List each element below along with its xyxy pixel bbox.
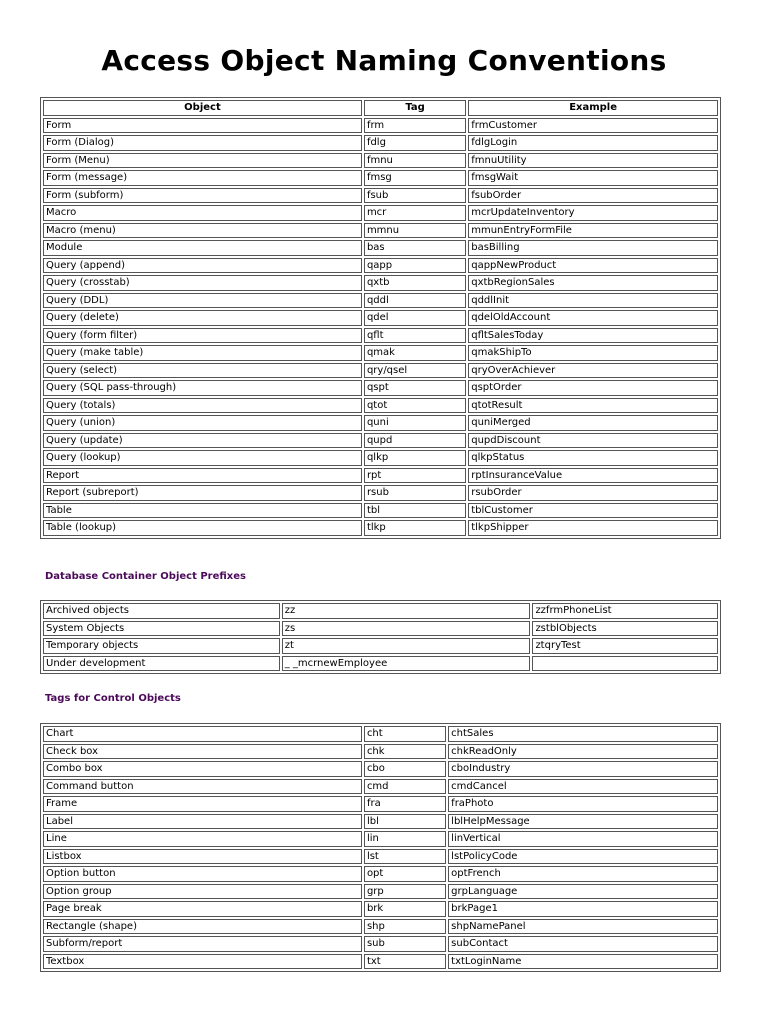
cell-example: shpNamePanel	[448, 919, 718, 935]
cell-example: qupdDiscount	[468, 433, 718, 449]
cell-example: linVertical	[448, 831, 718, 847]
cell-example: qtotResult	[468, 398, 718, 414]
cell-tag: tbl	[364, 503, 466, 519]
cell-example: txtLoginName	[448, 954, 718, 970]
cell-object: Form (subform)	[43, 188, 362, 204]
table-row	[43, 621, 718, 637]
cell-tag: fsub	[364, 188, 466, 204]
table-row	[43, 205, 718, 221]
cell-object: Macro	[43, 205, 362, 221]
table-row	[43, 936, 718, 952]
table-row	[43, 415, 718, 431]
table-row	[43, 726, 718, 742]
control-tags-table	[40, 723, 721, 972]
cell-tag: mcr	[364, 205, 466, 221]
table-row	[43, 603, 718, 619]
cell-object: Table	[43, 503, 362, 519]
cell-tag: frm	[364, 118, 466, 134]
table-row	[43, 223, 718, 239]
table-row	[43, 258, 718, 274]
cell-object: Check box	[43, 744, 362, 760]
table-row	[43, 656, 718, 672]
cell-tag: chk	[364, 744, 446, 760]
table-row	[43, 866, 718, 882]
table-row	[43, 398, 718, 414]
table-row	[43, 450, 718, 466]
cell-tag: cmd	[364, 779, 446, 795]
cell-object: Form (Dialog)	[43, 135, 362, 151]
cell-object: Rectangle (shape)	[43, 919, 362, 935]
cell-object: Archived objects	[43, 603, 280, 619]
cell-example: mmunEntryFormFile	[468, 223, 718, 239]
cell-object: Report (subreport)	[43, 485, 362, 501]
cell-tag: fmnu	[364, 153, 466, 169]
cell-example: fraPhoto	[448, 796, 718, 812]
cell-tag: zt	[282, 638, 531, 654]
cell-example: subContact	[448, 936, 718, 952]
cell-tag: zs	[282, 621, 531, 637]
cell-tag: quni	[364, 415, 466, 431]
cell-object: Query (select)	[43, 363, 362, 379]
cell-object: Macro (menu)	[43, 223, 362, 239]
cell-example: qryOverAchiever	[468, 363, 718, 379]
cell-tag: lbl	[364, 814, 446, 830]
table-row	[43, 520, 718, 536]
table-header-row	[43, 100, 718, 116]
cell-object: Query (update)	[43, 433, 362, 449]
cell-object: Query (form filter)	[43, 328, 362, 344]
table-row	[43, 503, 718, 519]
cell-example: chkReadOnly	[448, 744, 718, 760]
cell-tag: qflt	[364, 328, 466, 344]
cell-object: System Objects	[43, 621, 280, 637]
cell-tag: txt	[364, 954, 446, 970]
cell-tag: qmak	[364, 345, 466, 361]
cell-object: Query (delete)	[43, 310, 362, 326]
cell-example: qfltSalesToday	[468, 328, 718, 344]
cell-object: Query (lookup)	[43, 450, 362, 466]
column-header-object: Object	[43, 100, 362, 116]
cell-tag: grp	[364, 884, 446, 900]
cell-example: qxtbRegionSales	[468, 275, 718, 291]
cell-tag: qtot	[364, 398, 466, 414]
table-row	[43, 135, 718, 151]
cell-object: Query (make table)	[43, 345, 362, 361]
table-row	[43, 240, 718, 256]
cell-object: Line	[43, 831, 362, 847]
cell-object: Temporary objects	[43, 638, 280, 654]
cell-tag: qlkp	[364, 450, 466, 466]
cell-tag: sub	[364, 936, 446, 952]
cell-tag: _ _mcrnewEmployee	[282, 656, 531, 672]
table-row	[43, 118, 718, 134]
cell-example: qmakShipTo	[468, 345, 718, 361]
cell-example: chtSales	[448, 726, 718, 742]
cell-example: cmdCancel	[448, 779, 718, 795]
cell-example: ztqryTest	[532, 638, 718, 654]
cell-object: Page break	[43, 901, 362, 917]
cell-tag: lin	[364, 831, 446, 847]
table-row	[43, 814, 718, 830]
cell-object: Query (SQL pass-through)	[43, 380, 362, 396]
table-row	[43, 849, 718, 865]
cell-tag: cht	[364, 726, 446, 742]
table-row	[43, 884, 718, 900]
cell-object: Chart	[43, 726, 362, 742]
cell-object: Form (message)	[43, 170, 362, 186]
table-row	[43, 153, 718, 169]
cell-object: Listbox	[43, 849, 362, 865]
cell-example: fsubOrder	[468, 188, 718, 204]
table-row	[43, 638, 718, 654]
cell-example: basBilling	[468, 240, 718, 256]
cell-example: fmsgWait	[468, 170, 718, 186]
cell-object: Label	[43, 814, 362, 830]
cell-tag: qapp	[364, 258, 466, 274]
cell-example: qdelOldAccount	[468, 310, 718, 326]
table-row	[43, 761, 718, 777]
cell-tag: rpt	[364, 468, 466, 484]
cell-tag: tlkp	[364, 520, 466, 536]
cell-example: frmCustomer	[468, 118, 718, 134]
cell-tag: fmsg	[364, 170, 466, 186]
control-tags-heading: Tags for Control Objects	[45, 693, 181, 704]
cell-tag: qry/qsel	[364, 363, 466, 379]
cell-example: qsptOrder	[468, 380, 718, 396]
column-header-example: Example	[468, 100, 718, 116]
table-row	[43, 744, 718, 760]
cell-object: Query (union)	[43, 415, 362, 431]
table-row	[43, 901, 718, 917]
cell-example: rptInsuranceValue	[468, 468, 718, 484]
table-row	[43, 275, 718, 291]
cell-tag: qspt	[364, 380, 466, 396]
cell-object: Table (lookup)	[43, 520, 362, 536]
cell-tag: opt	[364, 866, 446, 882]
naming-conventions-table	[40, 97, 721, 539]
cell-object: Option button	[43, 866, 362, 882]
cell-object: Query (crosstab)	[43, 275, 362, 291]
cell-example: tblCustomer	[468, 503, 718, 519]
cell-object: Form	[43, 118, 362, 134]
cell-tag: qdel	[364, 310, 466, 326]
table-row	[43, 796, 718, 812]
container-prefixes-table	[40, 600, 721, 674]
table-row	[43, 345, 718, 361]
cell-example: lstPolicyCode	[448, 849, 718, 865]
cell-tag: rsub	[364, 485, 466, 501]
cell-tag: qxtb	[364, 275, 466, 291]
table-row	[43, 310, 718, 326]
page-title: Access Object Naming Conventions	[101, 44, 667, 77]
cell-example: qappNewProduct	[468, 258, 718, 274]
container-prefixes-heading: Database Container Object Prefixes	[45, 571, 246, 582]
cell-object: Subform/report	[43, 936, 362, 952]
cell-example: rsubOrder	[468, 485, 718, 501]
cell-tag: fdlg	[364, 135, 466, 151]
table-row	[43, 328, 718, 344]
cell-tag: cbo	[364, 761, 446, 777]
cell-example: mcrUpdateInventory	[468, 205, 718, 221]
table-row	[43, 919, 718, 935]
cell-tag: mmnu	[364, 223, 466, 239]
table-row	[43, 363, 718, 379]
table-row	[43, 293, 718, 309]
cell-example: grpLanguage	[448, 884, 718, 900]
cell-object: Form (Menu)	[43, 153, 362, 169]
table-row	[43, 170, 718, 186]
table-row	[43, 433, 718, 449]
cell-object: Frame	[43, 796, 362, 812]
table-row	[43, 954, 718, 970]
table-row	[43, 485, 718, 501]
cell-object: Option group	[43, 884, 362, 900]
cell-object: Module	[43, 240, 362, 256]
cell-example: cboIndustry	[448, 761, 718, 777]
cell-object: Query (DDL)	[43, 293, 362, 309]
cell-tag: fra	[364, 796, 446, 812]
cell-example: quniMerged	[468, 415, 718, 431]
table-row	[43, 468, 718, 484]
cell-example: lblHelpMessage	[448, 814, 718, 830]
cell-example: optFrench	[448, 866, 718, 882]
cell-object: Report	[43, 468, 362, 484]
cell-tag: zz	[282, 603, 531, 619]
cell-example: zzfrmPhoneList	[532, 603, 718, 619]
column-header-tag: Tag	[364, 100, 466, 116]
cell-example: fdlgLogin	[468, 135, 718, 151]
cell-example: qddlInit	[468, 293, 718, 309]
cell-object: Query (append)	[43, 258, 362, 274]
cell-example: brkPage1	[448, 901, 718, 917]
cell-example: fmnuUtility	[468, 153, 718, 169]
cell-example	[532, 656, 718, 672]
cell-tag: bas	[364, 240, 466, 256]
cell-object: Combo box	[43, 761, 362, 777]
cell-example: qlkpStatus	[468, 450, 718, 466]
cell-tag: qddl	[364, 293, 466, 309]
cell-example: zstblObjects	[532, 621, 718, 637]
table-row	[43, 188, 718, 204]
cell-object: Under development	[43, 656, 280, 672]
cell-tag: lst	[364, 849, 446, 865]
cell-tag: brk	[364, 901, 446, 917]
cell-tag: qupd	[364, 433, 466, 449]
table-row	[43, 779, 718, 795]
cell-object: Command button	[43, 779, 362, 795]
cell-object: Textbox	[43, 954, 362, 970]
table-row	[43, 380, 718, 396]
cell-tag: shp	[364, 919, 446, 935]
cell-example: tlkpShipper	[468, 520, 718, 536]
table-row	[43, 831, 718, 847]
cell-object: Query (totals)	[43, 398, 362, 414]
